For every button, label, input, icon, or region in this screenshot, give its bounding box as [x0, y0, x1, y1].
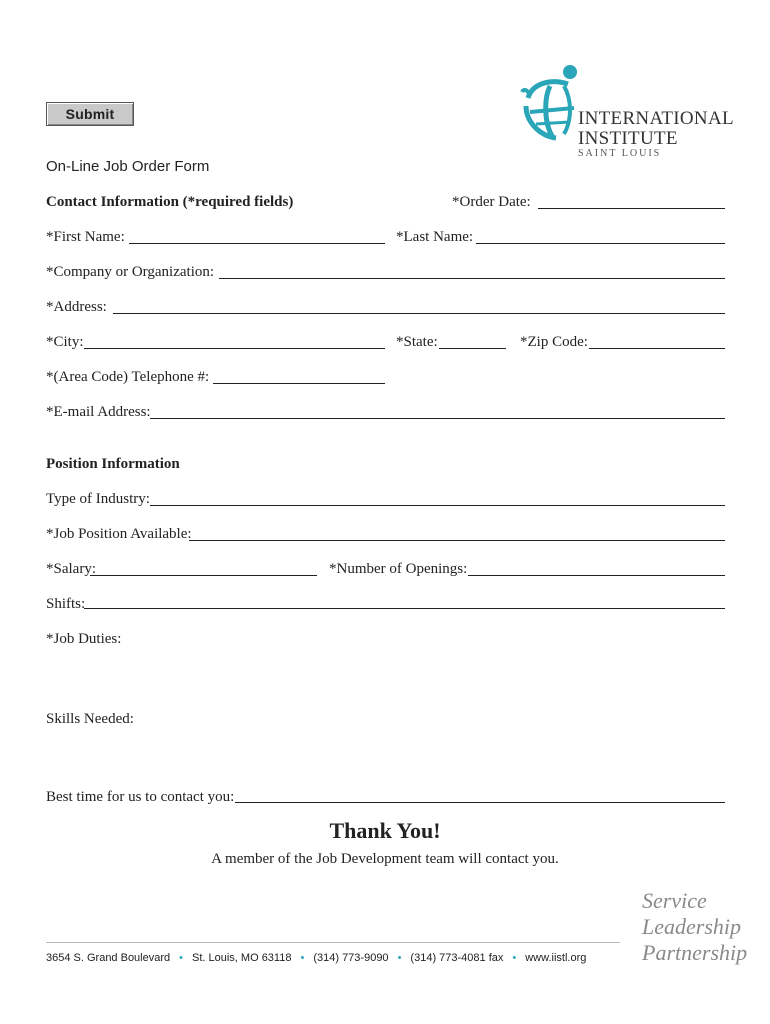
globe-logo-icon: [520, 62, 582, 142]
last-name-label: *Last Name:: [396, 229, 474, 245]
address-label: *Address:: [46, 299, 107, 315]
city-label: *City:: [46, 334, 84, 350]
order-date-label: *Order Date:: [452, 194, 531, 210]
order-date-field[interactable]: [538, 208, 725, 209]
job-duties-field[interactable]: [46, 652, 725, 700]
openings-field[interactable]: [468, 575, 725, 576]
shifts-field[interactable]: [84, 608, 725, 609]
bullet-icon: •: [512, 952, 517, 964]
tagline-leadership: Leadership: [642, 914, 741, 939]
footer-divider: [46, 942, 620, 943]
contact-heading: Contact Information (*required fields): [46, 194, 294, 210]
logo-line-3: SAINT LOUIS: [578, 148, 662, 159]
email-field[interactable]: [150, 418, 725, 419]
telephone-label: *(Area Code) Telephone #:: [46, 369, 210, 385]
job-position-label: *Job Position Available:: [46, 526, 192, 542]
position-heading: Position Information: [46, 456, 180, 472]
company-label: *Company or Organization:: [46, 264, 215, 280]
footer-fax: (314) 773-4081 fax: [410, 952, 504, 964]
shifts-label: Shifts:: [46, 596, 86, 612]
form-title: On-Line Job Order Form: [46, 158, 210, 175]
footer-address: 3654 S. Grand Boulevard: [46, 952, 171, 964]
footer-city: St. Louis, MO 63118: [192, 952, 292, 964]
footer-phone: (314) 773-9090: [313, 952, 389, 964]
submit-button[interactable]: Submit: [46, 102, 134, 126]
tagline-partnership: Partnership: [642, 940, 748, 965]
job-duties-label: *Job Duties:: [46, 631, 122, 647]
skills-label: Skills Needed:: [46, 711, 134, 727]
skills-field[interactable]: [46, 732, 725, 780]
industry-field[interactable]: [150, 505, 725, 506]
zip-field[interactable]: [589, 348, 725, 349]
bullet-icon: •: [300, 952, 305, 964]
company-field[interactable]: [219, 278, 725, 279]
telephone-field[interactable]: [213, 383, 385, 384]
email-label: *E-mail Address:: [46, 404, 151, 420]
city-field[interactable]: [84, 348, 385, 349]
first-name-label: *First Name:: [46, 229, 125, 245]
logo-line-1: INTERNATIONAL: [578, 108, 734, 129]
footer-contact: [46, 952, 586, 964]
best-time-label: Best time for us to contact you:: [46, 789, 235, 805]
tagline-service: Service: [642, 888, 707, 913]
job-position-field[interactable]: [189, 540, 725, 541]
openings-label: *Number of Openings:: [329, 561, 468, 577]
salary-field[interactable]: [90, 575, 317, 576]
state-label: *State:: [396, 334, 438, 350]
bullet-icon: •: [397, 952, 402, 964]
salary-label: *Salary:: [46, 561, 96, 577]
footer-web-link[interactable]: www.iistl.org: [525, 952, 587, 964]
state-field[interactable]: [439, 348, 506, 349]
thank-you-heading: Thank You!: [329, 818, 441, 843]
address-field[interactable]: [113, 313, 725, 314]
first-name-field[interactable]: [129, 243, 385, 244]
industry-label: Type of Industry:: [46, 491, 150, 507]
zip-label: *Zip Code:: [520, 334, 588, 350]
thank-you-message: A member of the Job Development team will contact you.: [211, 851, 559, 867]
last-name-field[interactable]: [476, 243, 725, 244]
best-time-field[interactable]: [235, 802, 725, 803]
bullet-icon: •: [179, 952, 183, 964]
logo-line-2: INSTITUTE: [578, 128, 678, 149]
